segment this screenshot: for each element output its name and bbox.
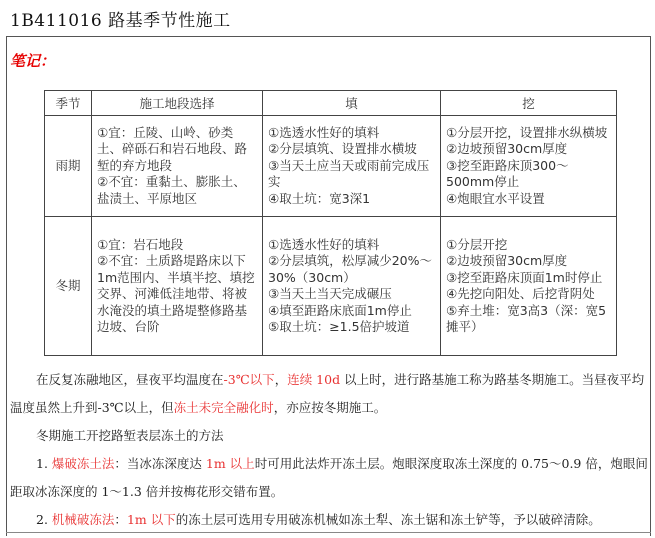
highlight-blasting-method: 爆破冻土法 bbox=[51, 456, 115, 471]
winter-excavate bbox=[441, 217, 617, 356]
list-item: ①选透水性好的填料 bbox=[268, 236, 380, 252]
list-item: ⑤弃土堆：宽3高3（深：宽5摊平） bbox=[446, 302, 607, 334]
list-item: ③挖至距路床顶面1m时停止 bbox=[446, 269, 603, 285]
rain-excavate bbox=[441, 116, 617, 217]
list-item: ①分层开挖 bbox=[446, 236, 508, 252]
page-title: 1B411016 路基季节性施工 bbox=[10, 11, 231, 31]
header-excavate: 挖 bbox=[441, 91, 617, 116]
list-item: ②不宜：重黏土、膨胀土、盐渍土、平原地区 bbox=[97, 174, 246, 206]
season-rain: 雨期 bbox=[45, 116, 92, 217]
list-item: ④先挖向阳处、后挖背阴处 bbox=[446, 286, 595, 301]
table-header-row bbox=[45, 91, 617, 116]
header-site-selection: 施工地段选择 bbox=[92, 91, 263, 116]
list-item: ③挖至距路床顶300～500mm停止 bbox=[446, 157, 569, 190]
list-item: ②不宜：土质路堤路床以下1m范围内、半填半挖、填挖交界、河滩低洼地带、将被水淹没的填土路堤整修路基边坡、台阶 bbox=[97, 253, 255, 334]
list-item: ①分层开挖，设置排水纵横坡 bbox=[446, 124, 608, 140]
list-item: ②边坡预留30cm厚度 bbox=[446, 141, 568, 157]
text: 以上时，进行路基施工称为路基冬期施工。当昼夜平均温度虽然上升到-3℃以上，但 bbox=[10, 372, 645, 415]
text: ，亦应按冬期施工。 bbox=[273, 400, 387, 415]
list-item: ②边坡预留30cm厚度 bbox=[446, 253, 568, 268]
highlight-mechanical-method: 机械破冻法 bbox=[51, 512, 115, 527]
highlight-depth-below: 1m 以下 bbox=[126, 512, 176, 527]
header-season: 季节 bbox=[45, 91, 92, 116]
list-item: ③当天土应当天或雨前完成压实 bbox=[268, 157, 430, 190]
text: ： bbox=[114, 512, 127, 527]
season-winter: 冬期 bbox=[45, 217, 92, 356]
text: 1. bbox=[36, 456, 52, 471]
list-item: ⑤取土坑：≥1.5倍护坡道 bbox=[268, 319, 410, 334]
mechanical-method-paragraph bbox=[36, 506, 655, 534]
text: 在反复冻融地区，昼夜平均温度在 bbox=[36, 372, 224, 387]
list-item: ④取土坑：宽3深1 bbox=[268, 190, 371, 206]
seasonal-construction-table bbox=[44, 90, 617, 356]
winter-fill bbox=[263, 217, 441, 356]
list-item: ②分层填筑、设置排水横坡 bbox=[268, 141, 417, 157]
highlight-frozen-soil: 冻土未完全融化时 bbox=[173, 400, 274, 415]
highlight-depth: 1m 以上 bbox=[205, 456, 255, 471]
highlight-duration: 连续 10d bbox=[287, 372, 341, 387]
list-item: ④炮眼宜水平设置 bbox=[446, 190, 545, 206]
text: 2. bbox=[36, 512, 52, 527]
table-row bbox=[45, 217, 617, 356]
list-item: ③当天土当天完成碾压 bbox=[268, 286, 392, 301]
text: 时可用此法炸开冻土层。炮眼深度取冻土深度的 0.75～0.9 倍，炮眼间距取冰冻深度的 1～1.3 倍并按梅花形交错布置。 bbox=[10, 456, 648, 499]
list-item: ①选透水性好的填料 bbox=[268, 124, 380, 140]
list-item: ①宜：岩石地段 bbox=[97, 236, 184, 252]
text: ：当冰冻深度达 bbox=[114, 456, 206, 471]
rain-fill bbox=[263, 116, 441, 217]
table-row bbox=[45, 116, 617, 217]
text: ， bbox=[274, 372, 288, 387]
blasting-method-paragraph bbox=[10, 450, 648, 506]
rain-site-selection bbox=[92, 116, 263, 217]
text: 的冻土层可选用专用破冻机械如冻土犁、冻土锯和冻土铲等，予以破碎清除。 bbox=[175, 512, 601, 527]
methods-heading: 冬期施工开挖路堑表层冻土的方法 bbox=[36, 428, 224, 443]
list-item: ②分层填筑，松厚减少20%～30%（30cm） bbox=[268, 253, 432, 285]
notes-label: 笔记： bbox=[10, 52, 56, 70]
list-item: ④填至距路床底面1m停止 bbox=[268, 302, 412, 318]
winter-site-selection bbox=[92, 217, 263, 356]
highlight-temperature: -3℃以下 bbox=[223, 372, 275, 387]
list-item: ①宜：丘陵、山岭、砂类土、碎砾石和岩石地段、路堑的弃方地段 bbox=[97, 124, 248, 173]
winter-definition-paragraph bbox=[10, 366, 648, 422]
divider bbox=[6, 532, 651, 533]
header-fill: 填 bbox=[263, 91, 441, 116]
